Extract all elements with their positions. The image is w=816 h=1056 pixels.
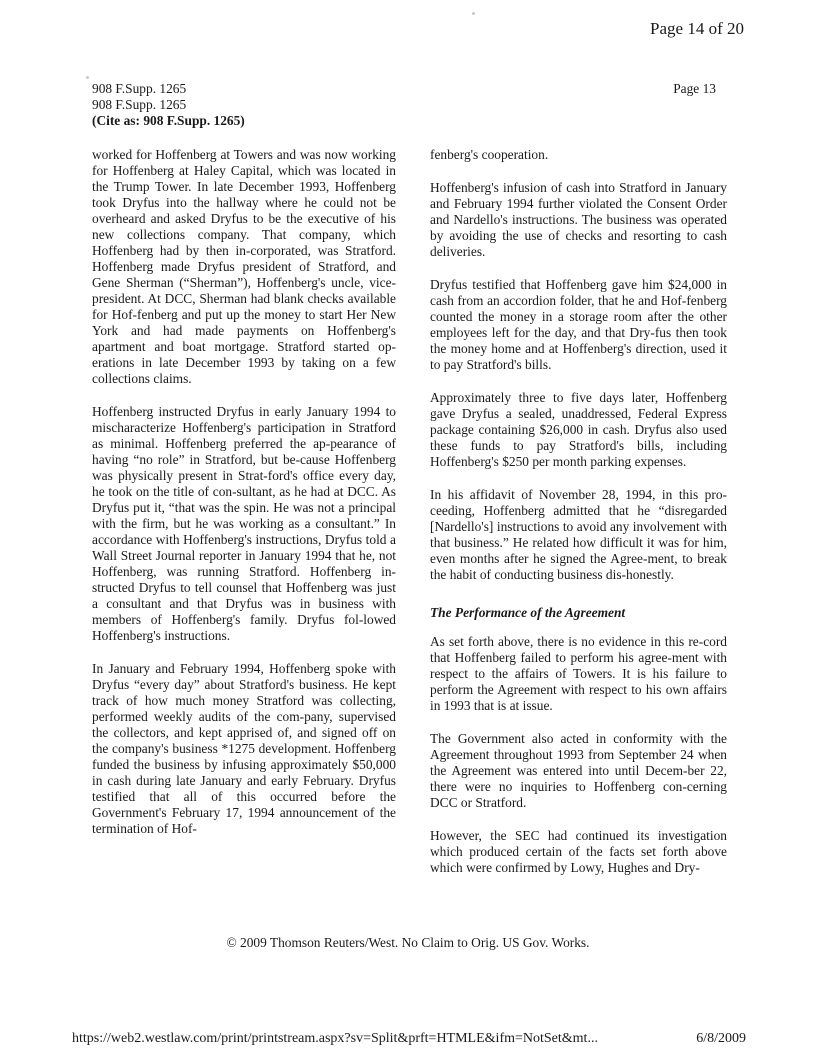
copyright-notice: © 2009 Thomson Reuters/West. No Claim to Orig. US Gov. Works.	[226, 935, 590, 950]
paragraph: worked for Hoffenberg at Towers and was now working for Hoffenberg at Haley Capital, which was located in the Trump Tower. In late December 1993, Hoffenberg took Dryfus into the hallway where he could not be overheard and asked Dryfus to be the executive of his new collections company. That company, which Hoffenberg had by then in-corporated, was Stratford. Hoffenberg made Dryfus president of Stratford, and Gene Sherman (“Sherman”), Hoffenberg's uncle, vice-president. At DCC, Sherman had blank checks available for Hof-fenberg and put up the money to start Her New York and had made payments on Hoffenberg's apartment and boat mortgage. Stratford started op-erations in late December 1993 by taking on a few collections claims.	[92, 147, 396, 386]
scan-speck	[86, 76, 89, 79]
citation-line: 908 F.Supp. 1265	[92, 81, 187, 96]
cite-as-line: (Cite as: 908 F.Supp. 1265)	[92, 113, 245, 128]
print-url: https://web2.westlaw.com/print/printstream.aspx?sv=Split&prft=HTMLE&ifm=NotSet&mt...	[72, 1031, 598, 1046]
paragraph: Hoffenberg instructed Dryfus in early January 1994 to mischaracterize Hoffenberg's participation in Stratford as minimal. Hoffenberg preferred the ap-pearance of having “no role” in Stratford, but be-cause Hoffenberg was physically present in Strat-ford's office every day, he took on the title of con-sultant, as he had at DCC. As Dryfus put it, “that was the spin. He was not a principal with the firm, but he was working as a consultant.” In accordance with Hoffenberg's instructions, Dryfus told a Wall Street Journal reporter in January 1994 that he, not Hoffenberg, was running Stratford. Hoffenberg in-structed Dryfus to tell counsel that Hoffenberg was just a consultant and that Dryfus was in business with members of Hoffenberg's family. Dryfus fol-lowed Hoffenberg's instructions.	[92, 404, 396, 643]
page-of-counter: Page 14 of 20	[650, 19, 744, 38]
paragraph: However, the SEC had continued its investigation which produced certain of the facts set forth above which were confirmed by Lowy, Hughes and Dry-	[430, 828, 727, 875]
paragraph: Approximately three to five days later, Hoffenberg gave Dryfus a sealed, unaddressed, Federal Express package containing $26,000 in cash. Dryfus also used these funds to pay Stratford's bills, including Hoffenberg's $250 per month parking expenses.	[430, 390, 727, 469]
paragraph: In his affidavit of November 28, 1994, in this pro-ceeding, Hoffenberg admitted that he “disregarded [Nardello's] instructions to avoid any involvement with that business.” He related how difficult it was for him, even months after he signed the Agree-ment, to break the habit of conducting business dis-honestly.	[430, 487, 727, 582]
page-number: Page 13	[673, 81, 716, 96]
citation-block	[92, 81, 245, 129]
scan-speck	[472, 12, 475, 15]
left-column	[92, 147, 396, 837]
citation-line: 908 F.Supp. 1265	[92, 97, 187, 112]
paragraph: As set forth above, there is no evidence in this re-cord that Hoffenberg failed to perform his agree-ment with respect to the affairs of Towers. It is his failure to perform the Agreement with respect to his own affairs in 1993 that is at issue.	[430, 634, 727, 713]
paragraph: fenberg's cooperation.	[430, 147, 549, 162]
paragraph: In January and February 1994, Hoffenberg spoke with Dryfus “every day” about Stratford's business. He kept track of how much money Stratford was collecting, performed weekly audits of the com-pany, supervised the collectors, and kept apprised of, and signed off on the company's business *1275 development. Hoffenberg funded the business by infusing approximately $50,000 in cash during late January and early February. Dryfus testified that all of this occurred before the Government's February 17, 1994 announcement of the termination of Hof-	[92, 661, 396, 836]
paragraph: Dryfus testified that Hoffenberg gave him $24,000 in cash from an accordion folder, that he and Hof-fenberg counted the money in a storage room after the other employees left for the day, and that Dry-fus then took the money home and at Hoffenberg's direction, used it to pay Stratford's bills.	[430, 277, 727, 372]
section-heading: The Performance of the Agreement	[430, 605, 626, 620]
right-column	[430, 147, 727, 876]
print-date: 6/8/2009	[696, 1031, 746, 1046]
paragraph: Hoffenberg's infusion of cash into Stratford in January and February 1994 further violated the Consent Order and Nardello's instructions. The business was operated by avoiding the use of checks and resorting to cash deliveries.	[430, 180, 727, 259]
paragraph: The Government also acted in conformity with the Agreement throughout 1993 from September 24 when the Agreement was entered into until Decem-ber 22, there were no inquiries to Hoffenberg con-cerning DCC or Stratford.	[430, 731, 727, 810]
